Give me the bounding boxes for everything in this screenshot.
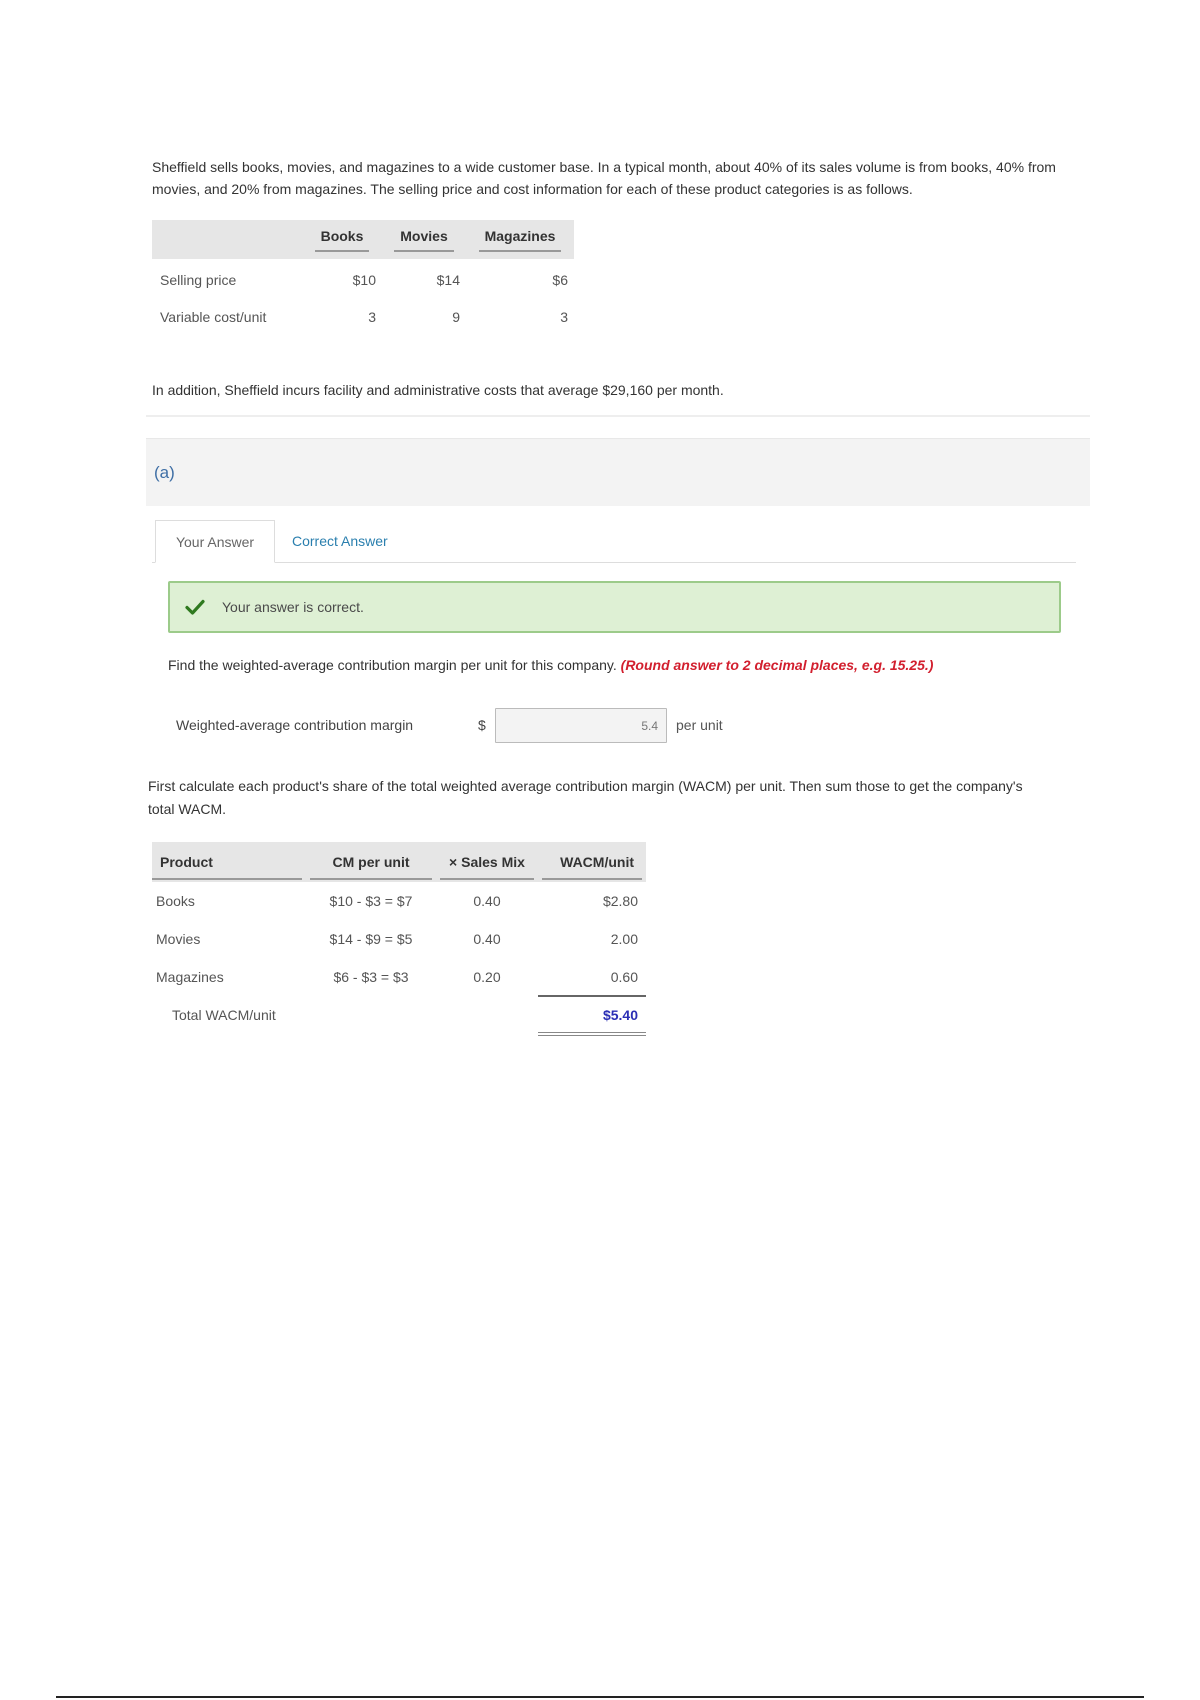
cm-calc: $10 - $3 = $7 — [329, 893, 413, 909]
feedback-message: Your answer is correct. — [222, 599, 364, 615]
price-cost-table — [152, 220, 574, 336]
cell-value: 9 — [452, 309, 460, 325]
header-wacm-unit: WACM/unit — [538, 842, 646, 882]
checkmark-icon — [184, 596, 206, 618]
header-cm-per-unit: CM per unit — [306, 842, 436, 882]
header-product: Product — [152, 842, 306, 882]
rounding-hint: (Round answer to 2 decimal places, e.g. 15.25.) — [620, 657, 934, 673]
header-sales-mix: × Sales Mix — [436, 842, 538, 882]
part-label: (a) — [154, 463, 175, 482]
price-table-header-books: Books — [302, 220, 382, 260]
row-label: Variable cost/unit — [160, 309, 267, 325]
price-table-header-movies: Movies — [382, 220, 466, 260]
explanation-text: First calculate each product's share of the total weighted average contribution margin (WACM) per unit. Then sum those to get the company's total WACM. — [148, 778, 1023, 817]
total-wacm-value: $5.40 — [538, 996, 646, 1034]
row-label: Selling price — [160, 271, 237, 288]
price-table-corner — [152, 220, 302, 260]
wacm-table-header-row — [152, 842, 646, 882]
problem-addition: In addition, Sheffield incurs facility and administrative costs that average $29,160 per month. — [152, 382, 724, 398]
problem-intro: Sheffield sells books, movies, and magazines to a wide customer base. In a typical month, about 40% of its sales volume is from books, 40% from movies, and 20% from magazines. The selling price and cost information for each of these product categories is as follows. — [152, 159, 1056, 197]
table-row — [152, 882, 646, 920]
table-row — [152, 958, 646, 996]
price-table-row — [152, 298, 574, 336]
price-table-row — [152, 260, 574, 298]
cm-calc: $14 - $9 = $5 — [329, 931, 413, 947]
tab-correct-answer[interactable]: Correct Answer — [292, 533, 388, 549]
wacm-value: $2.80 — [602, 893, 638, 909]
sales-mix: 0.40 — [473, 931, 501, 947]
price-table-header-magazines: Magazines — [466, 220, 574, 260]
cell-value: 3 — [560, 309, 568, 325]
wacm-value: 0.60 — [538, 958, 646, 996]
wacm-value: 2.00 — [610, 931, 638, 947]
question-body: Find the weighted-average contribution margin per unit for this company. — [168, 657, 617, 673]
unit-label: per unit — [676, 717, 723, 733]
sales-mix: 0.20 — [473, 969, 501, 985]
page-bottom-rule — [56, 1696, 1144, 1698]
cell-value: $6 — [552, 271, 568, 288]
part-header — [146, 438, 1090, 506]
answer-label: Weighted-average contribution margin — [176, 717, 414, 733]
cm-calc: $6 - $3 = $3 — [333, 969, 409, 985]
cell-value: $10 — [352, 271, 376, 288]
product-name: Movies — [156, 931, 201, 947]
total-row — [152, 996, 646, 1034]
tab-your-answer[interactable]: Your Answer — [155, 520, 275, 563]
question-text — [168, 657, 933, 673]
wacm-table — [152, 842, 646, 1036]
answer-row — [176, 708, 776, 744]
product-name: Books — [156, 893, 195, 909]
cell-value: $14 — [436, 271, 460, 288]
currency-symbol: $ — [478, 717, 486, 733]
total-label: Total WACM/unit — [172, 1007, 276, 1023]
table-row — [152, 920, 646, 958]
product-name: Magazines — [156, 969, 224, 985]
correct-feedback-banner — [168, 581, 1061, 633]
sales-mix: 0.40 — [473, 893, 501, 909]
section-divider — [146, 415, 1090, 417]
cell-value: 3 — [368, 309, 376, 325]
wacm-answer-input[interactable] — [495, 708, 667, 743]
price-table-header-row — [152, 220, 574, 260]
answer-tabs — [152, 520, 1076, 563]
